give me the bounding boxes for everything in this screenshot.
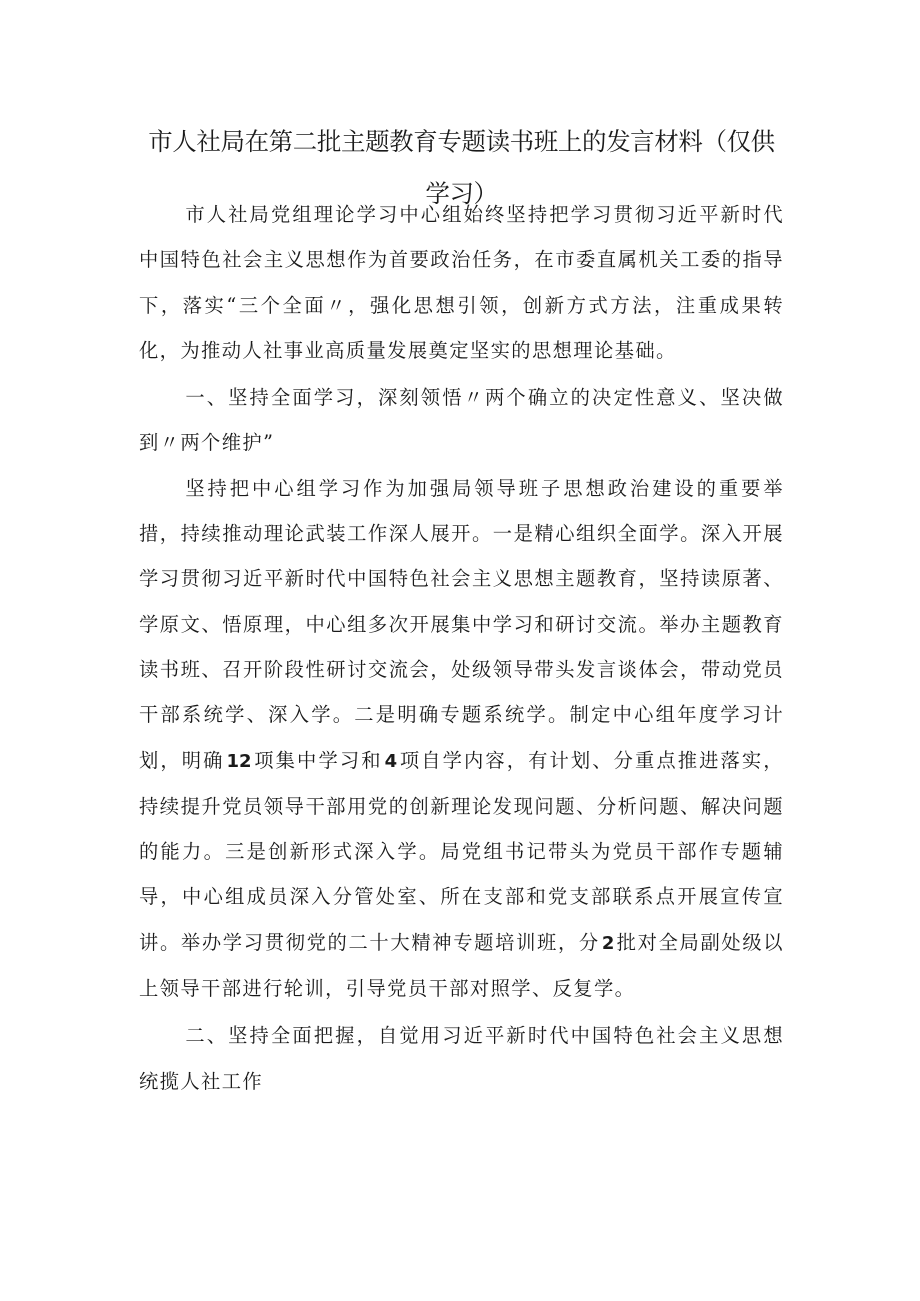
numeral: 4 xyxy=(384,750,398,772)
intro-paragraph: 市人社局党组理论学习中心组始终坚持把学习贯彻习近平新时代中国特色社会主义思想作为首要政治任务，在市委直属机关工委的指导下，落实“三个全面〃，强化思想引领，创新方式方法，注重成果转化，为推动人社事业高质量发展奠定坚实的思想理论基础。 xyxy=(139,203,784,362)
numeral: 12 xyxy=(226,750,252,772)
numeral: 2 xyxy=(601,932,615,954)
document-title: 市人社局在第二批主题教育专题读书班上的发言材料（仅供学习） xyxy=(148,127,775,208)
section-heading-1: 一、坚持全面学习，深刻领悟〃两个确立的决定性意义、坚决做到〃两个维护” xyxy=(139,386,784,455)
document-body xyxy=(139,192,784,1104)
section-heading-2: 二、坚持全面把握，自觉用习近平新时代中国特色社会主义思想统揽人社工作 xyxy=(139,1024,784,1093)
section-1-paragraph: 坚持把中心组学习作为加强局领导班子思想政治建设的重要举措，持续推动理论武装工作深人展开。一是精心组织全面学。深入开展学习贯彻习近平新时代中国特色社会主义思想主题教育，坚持读原著、学原文、悟原理，中心组多次开展集中学习和研讨交流。举办主题教育读书班、召开阶段性研讨交流会，处级领导带头发言谈体会，带动党员干部系统学、深入学。二是明确专题系统学。制定中心组年度学习计划，明确 12 项集中学习和 4 项自学内容，有计划、分重点推进落实，持续提升党员领导干部用党的创新理论发现问题、分析问题、解决问题的能力。三是创新形式深入学。局党组书记带头为党员干部作专题辅导，中心组成员深入分管处室、所在支部和党支部联系点开展宣传宣讲。举办学习贯彻党的二十大精神专题培训班，分 2 批对全局副处级以上领导干部进行轮训，引导党员干部对照学、反复学。 xyxy=(139,476,784,1001)
